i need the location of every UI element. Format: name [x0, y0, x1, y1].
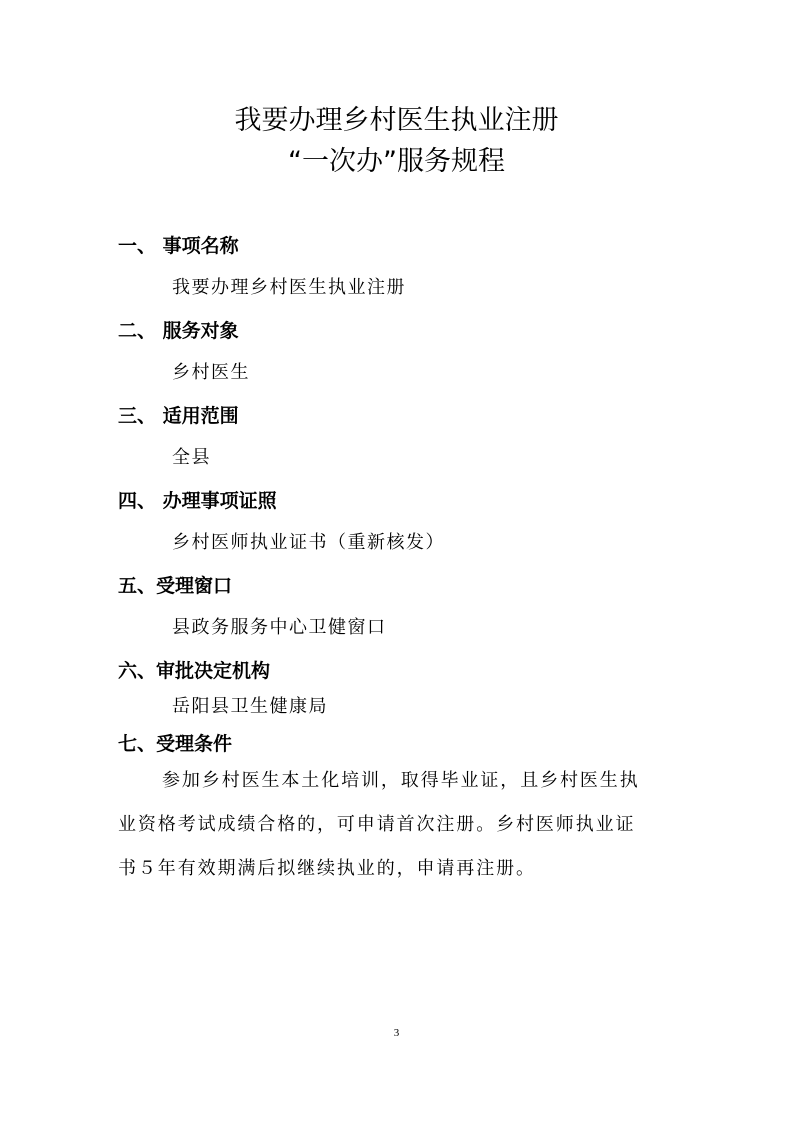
conditions-line: 业资格考试成绩合格的，可申请首次注册。乡村医师执业证: [118, 814, 636, 835]
section-content-approval-authority: 岳阳县卫生健康局: [172, 696, 328, 717]
section-content-conditions: [118, 759, 678, 891]
section-heading-approval-authority: 六、审批决定机构: [118, 660, 271, 682]
section-content-license: 乡村医师执业证书（重新核发）: [172, 532, 445, 553]
section-heading-conditions: 七、受理条件: [118, 733, 233, 755]
section-content-item-name: 我要办理乡村医生执业注册: [172, 277, 406, 298]
section-heading-license: 四、 办理事项证照: [118, 490, 277, 512]
section-content-scope: 全县: [172, 447, 211, 468]
section-heading-scope: 三、 适用范围: [118, 405, 239, 427]
section-heading-window: 五、受理窗口: [118, 575, 233, 597]
conditions-line: 参加乡村医生本土化培训，取得毕业证，且乡村医生执: [162, 770, 640, 791]
section-content-service-target: 乡村医生: [172, 362, 250, 383]
document-title-line-1: 我要办理乡村医生执业注册: [234, 105, 559, 136]
page-number: 3: [393, 1027, 400, 1039]
section-content-window: 县政务服务中心卫健窗口: [172, 617, 387, 638]
section-heading-service-target: 二、 服务对象: [118, 320, 239, 342]
conditions-line: 书５年有效期满后拟继续执业的，申请再注册。: [118, 858, 536, 879]
section-heading-item-name: 一、 事项名称: [118, 235, 239, 257]
document-title-line-2: “一次办”服务规程: [288, 146, 505, 177]
